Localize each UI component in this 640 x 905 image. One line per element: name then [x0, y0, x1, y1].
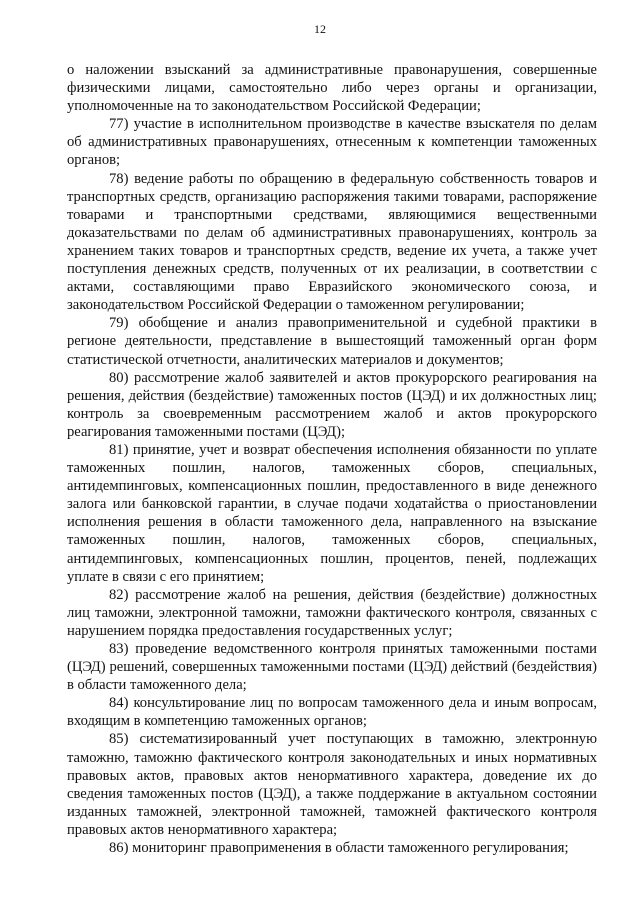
paragraph-84: 84) консультирование лиц по вопросам таможенного дела и иным вопросам, входящим в компетенцию таможенных органов;: [67, 695, 597, 730]
paragraph-76-continuation: о наложении взысканий за административные правонарушения, совершенные физическими лицами, самостоятельно либо через органы и организации, уполномоченные на то законодательством Российской Федерации;: [67, 62, 597, 115]
paragraph-85: 85) систематизированный учет поступающих в таможню, электронную таможню, таможню фактического контроля законодательных и иных нормативных правовых актов, правовых актов ненормативного характера, доведение их до сведения таможенных постов (ЦЭД), а также поддержание в актуальном состоянии изданных таможней, электронной таможней, таможней фактического контроля правовых актов ненормативного характера;: [67, 731, 597, 838]
paragraph-82: 82) рассмотрение жалоб на решения, действия (бездействие) должностных лиц таможни, электронной таможни, таможни фактического контроля, связанных с нарушением порядка предоставления государственных услуг;: [67, 586, 597, 639]
paragraph-78: 78) ведение работы по обращению в федеральную собственность товаров и транспортных средств, организацию распоряжения такими товарами, распоряжение товарами и транспортными средствами, являющимися вещественными доказательствами по делам об административных правонарушениях, контроль за хранением таких товаров и транспортных средств, ведение их учета, а также учет поступления денежных средств, полученных от их реализации, в соответствии с актами, составляющими право Евразийского экономического союза, и законодательством Российской Федерации о таможенном регулировании;: [67, 170, 597, 314]
document-body: [67, 61, 597, 857]
paragraph-81: 81) принятие, учет и возврат обеспечения исполнения обязанности по уплате таможенных пошлин, налогов, таможенных сборов, специальных, антидемпинговых, компенсационных пошлин, предоставленного в виде денежного залога или банковской гарантии, в случае подачи ходатайства о приостановлении исполнения решения в области таможенного дела, направленного на взыскание таможенных пошлин, налогов, таможенных сборов, специальных, антидемпинговых, компенсационных пошлин, процентов, пеней, подлежащих уплате в связи с его принятием;: [67, 441, 597, 585]
paragraph-80: 80) рассмотрение жалоб заявителей и актов прокурорского реагирования на решения, действия (бездействие) таможенных постов (ЦЭД) и их должностных лиц; контроль за своевременным рассмотрением жалоб и актов прокурорского реагирования таможенными постами (ЦЭД);: [67, 369, 597, 440]
paragraph-86: 86) мониторинг правоприменения в области таможенного регулирования;: [109, 840, 569, 857]
page-number: 12: [314, 22, 326, 36]
paragraph-77: 77) участие в исполнительном производстве в качестве взыскателя по делам об административных правонарушениях, отнесенным к компетенции таможенных органов;: [67, 116, 597, 169]
paragraph-79: 79) обобщение и анализ правоприменительной и судебной практики в регионе деятельности, представление в вышестоящий таможенный орган форм статистической отчетности, аналитических материалов и документов;: [67, 315, 597, 368]
paragraph-83: 83) проведение ведомственного контроля принятых таможенными постами (ЦЭД) решений, совершенных таможенными постами (ЦЭД) действий (бездействия) в области таможенного дела;: [67, 641, 597, 694]
